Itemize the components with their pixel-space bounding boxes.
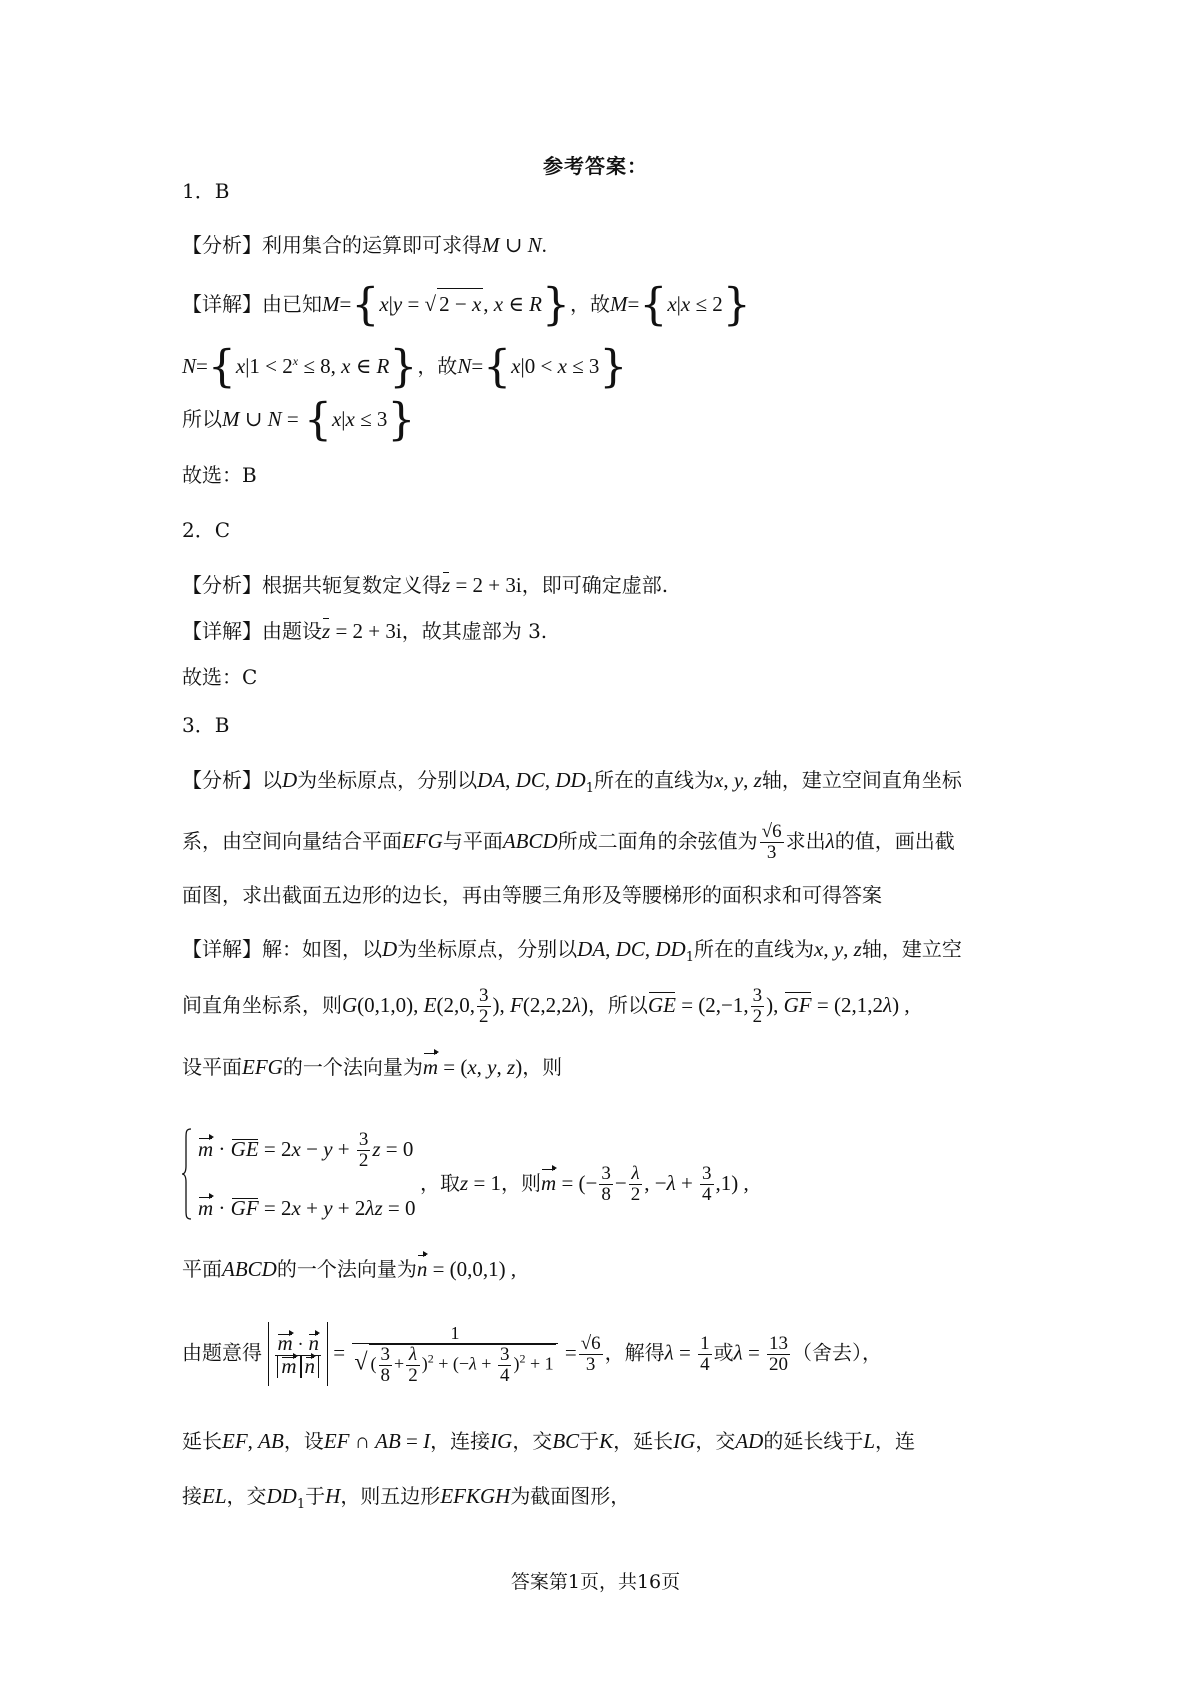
analysis-label: 【分析】 [182, 233, 262, 257]
q1-choice: 故选：B [182, 463, 257, 487]
q1-detail-line3: 所以M ∪ N = {x|x ≤ 3} [182, 394, 416, 446]
q3-detail-extend-line1: 延长EF, AB，设EF ∩ AB = I，连接IG，交BC于K，延长IG，交AD的延长线于L，连 [182, 1429, 916, 1453]
equation-1: m · GE = 2x − y + $\frac{3}{2}$ z = 0 [198, 1129, 414, 1171]
q2-answer: 2．C [182, 518, 231, 542]
detail-label: 【详解】 [182, 292, 262, 316]
q1-analysis: 【分析】利用集合的运算即可求得M ∪ N. [182, 233, 547, 257]
q2-analysis: 【分析】根据共轭复数定义得z = 2 + 3i，即可确定虚部. [182, 570, 668, 600]
q3-detail-line3: 设平面EFG的一个法向量为m = (x, y, z)，则 [182, 1052, 562, 1082]
q3-detail-line1: 【详解】解：如图，以D为坐标原点，分别以DA, DC, $DD_1$所在的直线为x, y, z轴，建立空 [182, 937, 962, 965]
equation-system [182, 1120, 416, 1230]
q1-detail-line2: $N=\{x|1 < 2^x \le 8$, x ∈ R}，故N={x|0 < x ≤ 3} [182, 341, 628, 393]
q3-answer: 3．B [182, 713, 230, 737]
q3-analysis-line3: 面图，求出截面五边形的边长，再由等腰三角形及等腰梯形的面积求和可得答案 [182, 883, 882, 907]
q2-choice: 故选：C [182, 665, 258, 689]
page-footer: 答案第1页，共16页 [510, 1571, 681, 1593]
abs-expression: $\frac{m \cdot n}{\text{m n}}$ [268, 1322, 328, 1386]
q3-detail-normal-n: 平面ABCD的一个法向量为n = (0,0,1) , [182, 1254, 516, 1284]
left-brace-icon [182, 1128, 192, 1220]
q3-detail-cosine: 由题意得 $\frac{m \cdot n}{\text{m n}}$ = 1 √ ( $\frac{3}{8}$ + $\frac{\lambda}{2}$ )$^2$ + (−λ + $\frac{3}{4}$ )$^2$ + 1 = $\frac{√6}{3}$ ，解得λ = $\frac{1}{4}$ 或λ = $\frac{13}{20}$ （舍去）， [182, 1322, 883, 1386]
equation-2: m · GF = 2x + y + 2λz = 0 [198, 1196, 416, 1220]
q3-detail-line2: 间直角坐标系，则G(0,1,0), E(2,0, $\frac{3}{2}$ ), F(2,2,2λ)，所以GE = (2,−1, $\frac{3}{2}$ ), GF = (2,1,2λ) , [182, 985, 910, 1027]
page-title: 参考答案： [543, 154, 648, 178]
q2-detail: 【详解】由题设z = 2 + 3i，故其虚部为 3. [182, 616, 547, 646]
q3-analysis-line2: 系，由空间向量结合平面EFG与平面ABCD所成二面角的余弦值为 $\frac{√6}{3}$ 求出λ的值，画出截 [182, 821, 955, 863]
q3-detail-extend-line2: 接EL，交$DD_1$于H，则五边形EFKGH为截面图形， [182, 1484, 631, 1512]
q1-answer: 1．B [182, 179, 230, 203]
q3-detail-normal-m: ，取z = 1，则m = (− $\frac{3}{8}$ − $\frac{\lambda}{2}$ , −λ + $\frac{3}{4}$ ,1) , [420, 1163, 749, 1205]
q3-analysis-line1: 【分析】以D为坐标原点，分别以DA, DC, $DD_1$所在的直线为x, y, z轴，建立空间直角坐标 [182, 768, 962, 796]
q1-detail-line1: 【详解】由已知M={x|y = √ 2 − x, x ∈ R}，故M={x|x ≤ 2} [182, 279, 751, 331]
